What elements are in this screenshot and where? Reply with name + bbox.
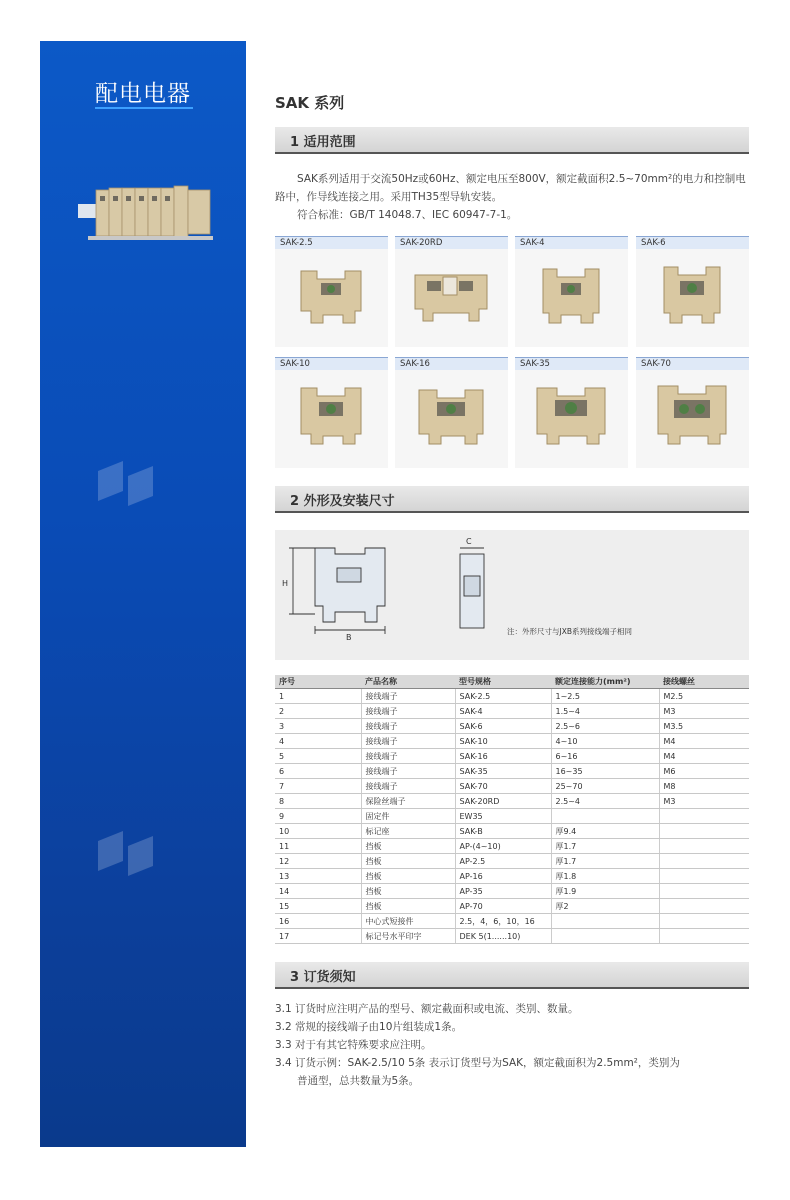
table-cell: M4 bbox=[659, 749, 749, 764]
table-cell: 3 bbox=[275, 719, 361, 734]
section-header-application bbox=[275, 127, 749, 154]
ordering-notes bbox=[275, 1000, 680, 1090]
table-cell: 2 bbox=[275, 704, 361, 719]
table-cell: 2.5，4，6，10，16 bbox=[455, 914, 551, 929]
ordering-item: 3.2 常规的接线端子由10片组装成1条。 bbox=[275, 1021, 463, 1033]
terminal-block-image bbox=[413, 382, 489, 448]
table-cell: 5 bbox=[275, 749, 361, 764]
product-card bbox=[275, 357, 388, 468]
table-cell: 2.5~4 bbox=[551, 794, 659, 809]
table-cell: 6~16 bbox=[551, 749, 659, 764]
table-cell: 厚2 bbox=[551, 899, 659, 914]
table-cell: 标记座 bbox=[361, 824, 455, 839]
table-cell: M3 bbox=[659, 704, 749, 719]
sidebar-panel bbox=[40, 41, 246, 1147]
terminal-block-image bbox=[293, 261, 369, 327]
table-cell: 1 bbox=[275, 689, 361, 704]
table-cell: 15 bbox=[275, 899, 361, 914]
product-card bbox=[515, 357, 628, 468]
table-cell bbox=[659, 854, 749, 869]
table-cell: 中心式短接件 bbox=[361, 914, 455, 929]
dimension-drawing-panel bbox=[275, 530, 749, 660]
table-cell: 6 bbox=[275, 764, 361, 779]
table-row bbox=[275, 839, 749, 854]
table-cell: 固定件 bbox=[361, 809, 455, 824]
table-cell: 16~35 bbox=[551, 764, 659, 779]
table-row bbox=[275, 719, 749, 734]
table-cell bbox=[659, 824, 749, 839]
ordering-item: 普通型，总共数量为5条。 bbox=[297, 1075, 420, 1087]
table-cell: SAK-6 bbox=[455, 719, 551, 734]
table-row bbox=[275, 764, 749, 779]
table-row bbox=[275, 869, 749, 884]
application-paragraph-line1: SAK系列适用于交流50Hz或60Hz、额定电压至800V，额定截面积2.5~70mm²的电力和控制电 bbox=[297, 173, 746, 185]
table-header-cell: 接线螺丝 bbox=[659, 675, 749, 689]
table-cell: M2.5 bbox=[659, 689, 749, 704]
table-header-cell: 型号规格 bbox=[455, 675, 551, 689]
table-header-cell: 序号 bbox=[275, 675, 361, 689]
terminal-block-image bbox=[413, 261, 489, 327]
table-cell: AP-16 bbox=[455, 869, 551, 884]
dimension-drawing bbox=[275, 530, 749, 660]
terminal-block-assembly-image bbox=[78, 176, 218, 248]
terminal-block-image bbox=[654, 261, 730, 327]
table-row bbox=[275, 704, 749, 719]
table-cell: 10 bbox=[275, 824, 361, 839]
ordering-item: 3.4 订货示例：SAK-2.5/10 5条 表示订货型号为SAK，额定截面积为2.5mm²，类别为 bbox=[275, 1057, 680, 1069]
table-cell: M6 bbox=[659, 764, 749, 779]
table-cell: 13 bbox=[275, 869, 361, 884]
table-cell: 厚1.7 bbox=[551, 854, 659, 869]
table-cell: 挡板 bbox=[361, 899, 455, 914]
table-cell: AP-2.5 bbox=[455, 854, 551, 869]
table-row bbox=[275, 824, 749, 839]
product-card bbox=[636, 357, 749, 468]
table-cell: 厚1.8 bbox=[551, 869, 659, 884]
section-header-ordering bbox=[275, 962, 749, 989]
table-cell: 1.5~4 bbox=[551, 704, 659, 719]
table-cell: 1~2.5 bbox=[551, 689, 659, 704]
ordering-item: 3.1 订货时应注明产品的型号、额定截面积或电流、类别、数量。 bbox=[275, 1003, 579, 1015]
table-cell: AP-(4~10) bbox=[455, 839, 551, 854]
table-row bbox=[275, 914, 749, 929]
table-cell: 接线端子 bbox=[361, 719, 455, 734]
table-cell: 挡板 bbox=[361, 884, 455, 899]
table-cell: 接线端子 bbox=[361, 764, 455, 779]
table-cell: SAK-20RD bbox=[455, 794, 551, 809]
product-label: SAK-20RD bbox=[395, 237, 508, 249]
table-cell: 接线端子 bbox=[361, 689, 455, 704]
table-cell: 4~10 bbox=[551, 734, 659, 749]
table-row bbox=[275, 854, 749, 869]
table-cell: 挡板 bbox=[361, 854, 455, 869]
product-card bbox=[636, 236, 749, 347]
table-cell: 8 bbox=[275, 794, 361, 809]
table-cell bbox=[659, 869, 749, 884]
terminal-block-image bbox=[293, 382, 369, 448]
dimension-label-c: C bbox=[466, 537, 472, 546]
table-cell: SAK-10 bbox=[455, 734, 551, 749]
table-cell: 4 bbox=[275, 734, 361, 749]
table-row bbox=[275, 809, 749, 824]
section-title: 2 外形及安装尺寸 bbox=[290, 494, 395, 509]
table-cell: 挡板 bbox=[361, 839, 455, 854]
table-cell: 11 bbox=[275, 839, 361, 854]
table-cell: 接线端子 bbox=[361, 734, 455, 749]
product-card bbox=[275, 236, 388, 347]
table-cell: SAK-B bbox=[455, 824, 551, 839]
table-cell: 保险丝端子 bbox=[361, 794, 455, 809]
table-cell: 接线端子 bbox=[361, 749, 455, 764]
table-cell bbox=[659, 914, 749, 929]
table-header-cell: 额定连接能力(mm²) bbox=[551, 675, 659, 689]
table-row bbox=[275, 929, 749, 944]
table-cell: 12 bbox=[275, 854, 361, 869]
table-cell bbox=[551, 914, 659, 929]
table-cell: 厚9.4 bbox=[551, 824, 659, 839]
terminal-block-image bbox=[654, 382, 730, 448]
table-row bbox=[275, 794, 749, 809]
table-cell: SAK-4 bbox=[455, 704, 551, 719]
product-label: SAK-35 bbox=[515, 358, 628, 370]
table-cell: 14 bbox=[275, 884, 361, 899]
product-card bbox=[395, 357, 508, 468]
table-cell bbox=[551, 929, 659, 944]
table-cell: 9 bbox=[275, 809, 361, 824]
table-cell: EW35 bbox=[455, 809, 551, 824]
table-cell: M3 bbox=[659, 794, 749, 809]
table-row bbox=[275, 779, 749, 794]
product-card bbox=[395, 236, 508, 347]
table-cell: 接线端子 bbox=[361, 779, 455, 794]
table-cell: 25~70 bbox=[551, 779, 659, 794]
product-label: SAK-4 bbox=[515, 237, 628, 249]
sidebar-title: 配电电器 bbox=[95, 81, 191, 107]
table-row bbox=[275, 689, 749, 704]
table-cell bbox=[659, 839, 749, 854]
table-cell: SAK-2.5 bbox=[455, 689, 551, 704]
table-cell: 挡板 bbox=[361, 869, 455, 884]
table-row bbox=[275, 749, 749, 764]
standards-line: 符合标准：GB/T 14048.7、IEC 60947-7-1。 bbox=[297, 209, 518, 221]
product-label: SAK-10 bbox=[275, 358, 388, 370]
table-row bbox=[275, 734, 749, 749]
table-cell: 标记号水平印字 bbox=[361, 929, 455, 944]
spec-table bbox=[275, 675, 749, 944]
terminal-block-image bbox=[533, 261, 609, 327]
series-title: SAK 系列 bbox=[275, 94, 345, 112]
table-cell bbox=[551, 809, 659, 824]
product-label: SAK-6 bbox=[636, 237, 749, 249]
terminal-block-image bbox=[533, 382, 609, 448]
table-header-cell: 产品名称 bbox=[361, 675, 455, 689]
sidebar-title-underline bbox=[95, 107, 193, 109]
product-label: SAK-2.5 bbox=[275, 237, 388, 249]
table-cell: M8 bbox=[659, 779, 749, 794]
table-cell bbox=[659, 809, 749, 824]
dimension-label-h: H bbox=[282, 579, 289, 588]
section-title: 1 适用范围 bbox=[290, 135, 356, 150]
ordering-item: 3.3 对于有其它特殊要求应注明。 bbox=[275, 1039, 432, 1051]
product-label: SAK-16 bbox=[395, 358, 508, 370]
table-cell: AP-35 bbox=[455, 884, 551, 899]
table-row bbox=[275, 884, 749, 899]
table-cell: 接线端子 bbox=[361, 704, 455, 719]
application-paragraph-line2: 路中，作导线连接之用。采用TH35型导轨安装。 bbox=[275, 191, 503, 203]
table-cell: DEK 5(1......10) bbox=[455, 929, 551, 944]
main-content bbox=[275, 0, 750, 1200]
table-cell: 厚1.7 bbox=[551, 839, 659, 854]
table-cell bbox=[659, 929, 749, 944]
table-cell: 7 bbox=[275, 779, 361, 794]
dimension-label-b: B bbox=[346, 633, 352, 642]
table-cell bbox=[659, 899, 749, 914]
dimension-note: 注：外形尺寸与JXB系列接线端子相同 bbox=[507, 627, 632, 636]
product-card bbox=[515, 236, 628, 347]
table-cell: AP-70 bbox=[455, 899, 551, 914]
table-cell: SAK-70 bbox=[455, 779, 551, 794]
table-row bbox=[275, 899, 749, 914]
table-cell: 厚1.9 bbox=[551, 884, 659, 899]
table-cell: 2.5~6 bbox=[551, 719, 659, 734]
section-title: 3 订货须知 bbox=[290, 970, 356, 985]
section-header-dimensions bbox=[275, 486, 749, 513]
table-header-row bbox=[275, 675, 749, 689]
table-cell: 17 bbox=[275, 929, 361, 944]
table-cell: SAK-35 bbox=[455, 764, 551, 779]
table-cell: M4 bbox=[659, 734, 749, 749]
table-cell: 16 bbox=[275, 914, 361, 929]
table-cell: M3.5 bbox=[659, 719, 749, 734]
table-cell: SAK-16 bbox=[455, 749, 551, 764]
table-cell bbox=[659, 884, 749, 899]
product-label: SAK-70 bbox=[636, 358, 749, 370]
